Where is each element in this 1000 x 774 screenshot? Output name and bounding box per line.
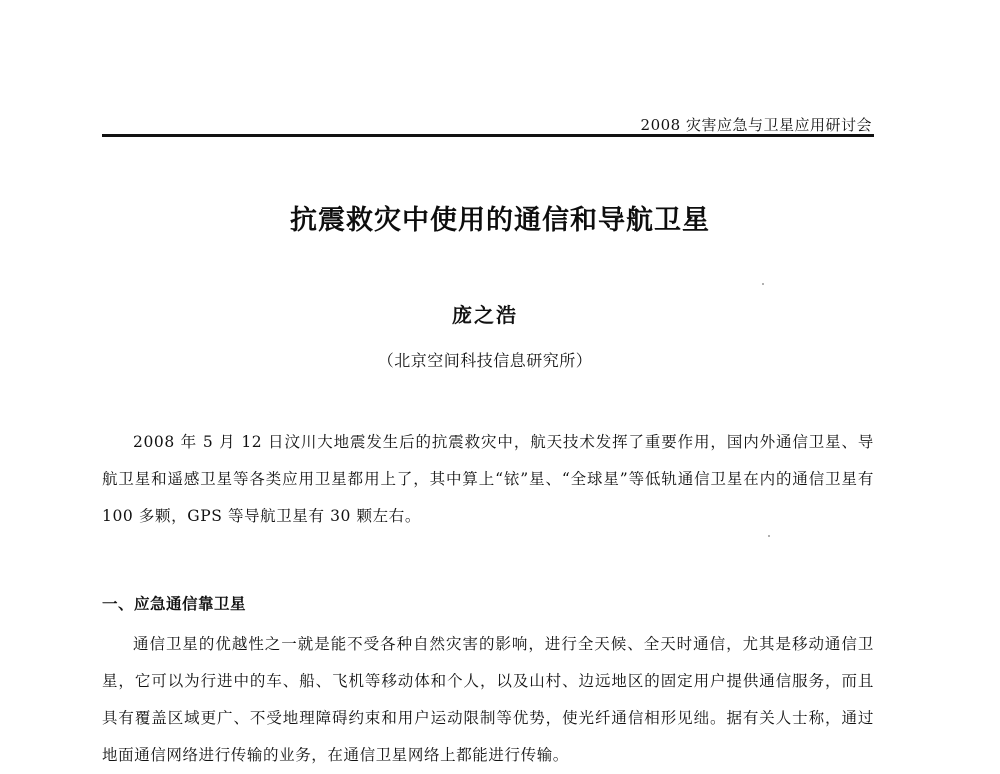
header-rule: [102, 134, 874, 137]
author-name: 庞之浩: [452, 303, 518, 327]
section-paragraph: 通信卫星的优越性之一就是能不受各种自然灾害的影响，进行全天候、全天时通信，尤其是移动通信卫星，它可以为行进中的车、船、飞机等移动体和个人，以及山村、边远地区的固定用户提供通信服务，而且具有覆盖区域更广、不受地理障碍约束和用户运动限制等优势，使光纤通信相形见绌。据有关人士称，通过地面通信网络进行传输的业务，在通信卫星网络上都能进行传输。: [102, 635, 874, 764]
scan-speck: [762, 283, 764, 285]
running-header: 2008 灾害应急与卫星应用研讨会: [640, 116, 872, 134]
section-heading: 一、应急通信靠卫星: [102, 594, 247, 613]
intro-paragraph: 2008 年 5 月 12 日汶川大地震发生后的抗震救灾中，航天技术发挥了重要作用，国内外通信卫星、导航卫星和遥感卫星等各类应用卫星都用上了，其中算上“铱”星、“全球星”等低轨通信卫星在内的通信卫星有 100 多颗，GPS 等导航卫星有 30 颗左右。: [102, 433, 874, 525]
paper-title: 抗震救灾中使用的通信和导航卫星: [290, 205, 710, 236]
author-affiliation: （北京空间科技信息研究所）: [377, 351, 593, 370]
scan-speck: [768, 535, 770, 537]
